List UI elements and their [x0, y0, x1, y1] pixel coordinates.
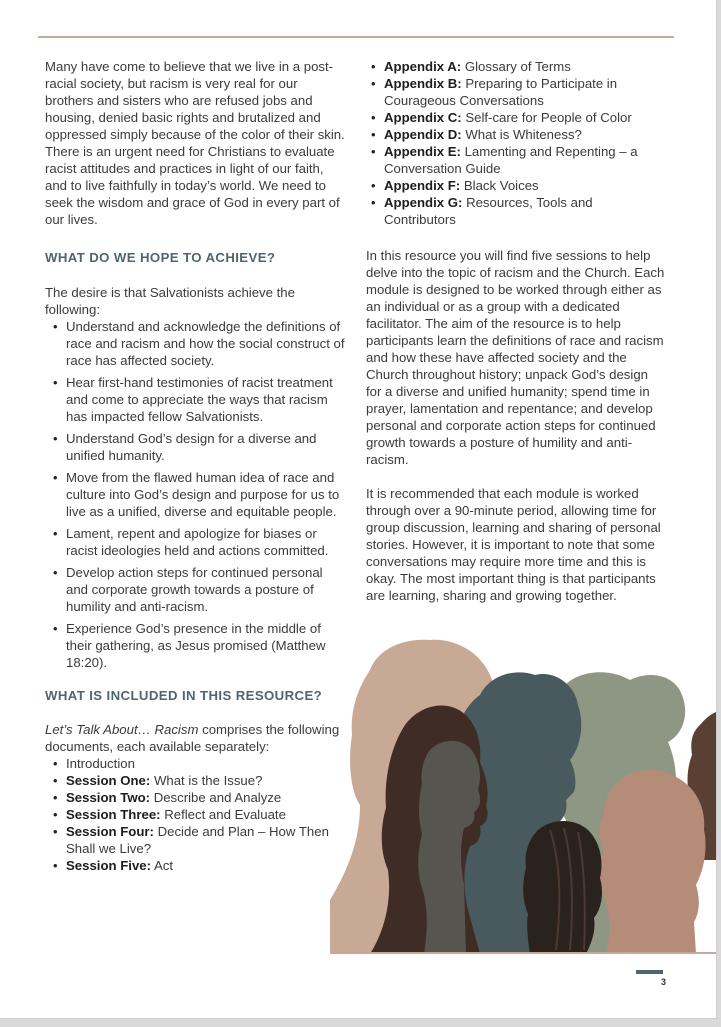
included-heading: WHAT IS INCLUDED IN THIS RESOURCE? [45, 688, 323, 703]
page-number-bar [636, 970, 663, 974]
session-title: Act [151, 858, 174, 873]
included-lead-text: comprises the following documents, each available separately: [45, 722, 340, 754]
list-item: • Experience God’s presence in the middle of their gathering, as Jesus promised (Matthew 18:20). [45, 620, 345, 671]
appendix-title: Black Voices [460, 178, 539, 193]
list-item [363, 109, 666, 126]
appendix-label: Appendix G: [384, 195, 463, 210]
list-item [45, 823, 345, 857]
list-item: • Lament, repent and apologize for biases or racist ideologies held and actions committed. [45, 525, 345, 559]
diverse-faces-illustration [330, 630, 716, 954]
list-item: • Move from the flawed human idea of race and culture into God’s design and purpose for us to live as a unified, diverse and equitable people. [45, 469, 345, 520]
appendix-title: Preparing to Participate in Courageous Conversations [384, 76, 618, 108]
list-item: • Hear first-hand testimonies of racist treatment and come to appreciate the ways that racism has impacted fellow Salvationists. [45, 374, 345, 425]
list-item [363, 177, 666, 194]
appendix-label: Appendix B: [384, 76, 462, 91]
session-label: Session Four: [66, 824, 154, 839]
appendix-label: Appendix E: [384, 144, 461, 159]
hope-list [45, 318, 345, 671]
resource-paragraph: In this resource you will find five sessions to help delve into the topic of racism and the Church. Each module is designed to be worked through either as an individual or as a group with a dedicated facilitator. The aim of the resource is to help participants learn the definitions of race and racism and how these have affected society and the Church throughout history; unpack God’s design for a diverse and unified humanity; spend time in prayer, lamentation and repentance; and develop personal and corporate action steps for continued growth towards a posture of humility and anti-racism. [366, 248, 665, 467]
session-label: Session Three: [66, 807, 161, 822]
right-column [366, 58, 666, 604]
appendix-title: Resources, Tools and Contributors [384, 195, 593, 227]
session-title: Decide and Plan – How Then Shall we Live? [66, 824, 329, 856]
intro-paragraph: Many have come to believe that we live in a post-racial society, but racism is very real for our brothers and sisters who are refused jobs and housing, denied basic rights and brutalized and oppressed simply because of the color of their skin. There is an urgent need for Christians to evaluate racist attitudes and practices in light of our faith, and to live faithfully in today’s world. We need to seek the wisdom and grace of God in every part of our lives. [45, 59, 345, 227]
silhouette-rose [599, 770, 705, 954]
list-item [363, 143, 666, 177]
session-title: Describe and Analyze [150, 790, 282, 805]
bottom-divider [330, 952, 716, 954]
session-label: Session Five: [66, 858, 152, 873]
documents-list [45, 755, 345, 874]
appendix-label: Appendix D: [384, 127, 462, 142]
session-title: Reflect and Evaluate [160, 807, 286, 822]
appendix-title: Self-care for People of Color [461, 110, 632, 125]
appendix-list [363, 58, 666, 228]
page-number: 3 [660, 977, 666, 987]
recommend-paragraph: It is recommended that each module is worked through over a 90-minute period, allowing time for group discussion, learning and sharing of personal stories. However, it is important to note that some conversations may require more time and this is okay. The most important thing is that participants are learning, sharing and growing together. [366, 486, 661, 603]
appendix-label: Appendix C: [384, 110, 462, 125]
included-lead [45, 721, 345, 755]
top-divider [38, 36, 674, 38]
list-item: • Develop action steps for continued personal and corporate growth towards a posture of humility and anti-racism. [45, 564, 345, 615]
list-item [45, 857, 345, 874]
appendix-title: What is Whiteness? [461, 127, 582, 142]
left-column [45, 58, 345, 874]
list-item: • Understand God’s design for a diverse and unified humanity. [45, 430, 345, 464]
hope-lead: The desire is that Salvationists achieve the following: [45, 285, 295, 317]
resource-title: Let’s Talk About… Racism [45, 722, 199, 737]
session-title: What is the Issue? [150, 773, 263, 788]
list-item [45, 772, 345, 789]
session-label: Session Two: [66, 790, 151, 805]
list-item: • Introduction [45, 755, 345, 772]
list-item [363, 75, 666, 109]
list-item: • Understand and acknowledge the definitions of race and racism and how the social construct of race has affected society. [45, 318, 345, 369]
session-label: Session One: [66, 773, 151, 788]
hope-heading: WHAT DO WE HOPE TO ACHIEVE? [45, 250, 276, 265]
appendix-label: Appendix A: [384, 59, 462, 74]
appendix-title: Lamenting and Repenting – a Conversation Guide [384, 144, 638, 176]
list-item [363, 126, 666, 143]
list-item [45, 789, 345, 806]
list-item [363, 58, 666, 75]
list-item [45, 806, 345, 823]
appendix-title: Glossary of Terms [461, 59, 571, 74]
appendix-label: Appendix F: [384, 178, 461, 193]
list-item [363, 194, 666, 228]
silhouette-child [523, 821, 602, 954]
